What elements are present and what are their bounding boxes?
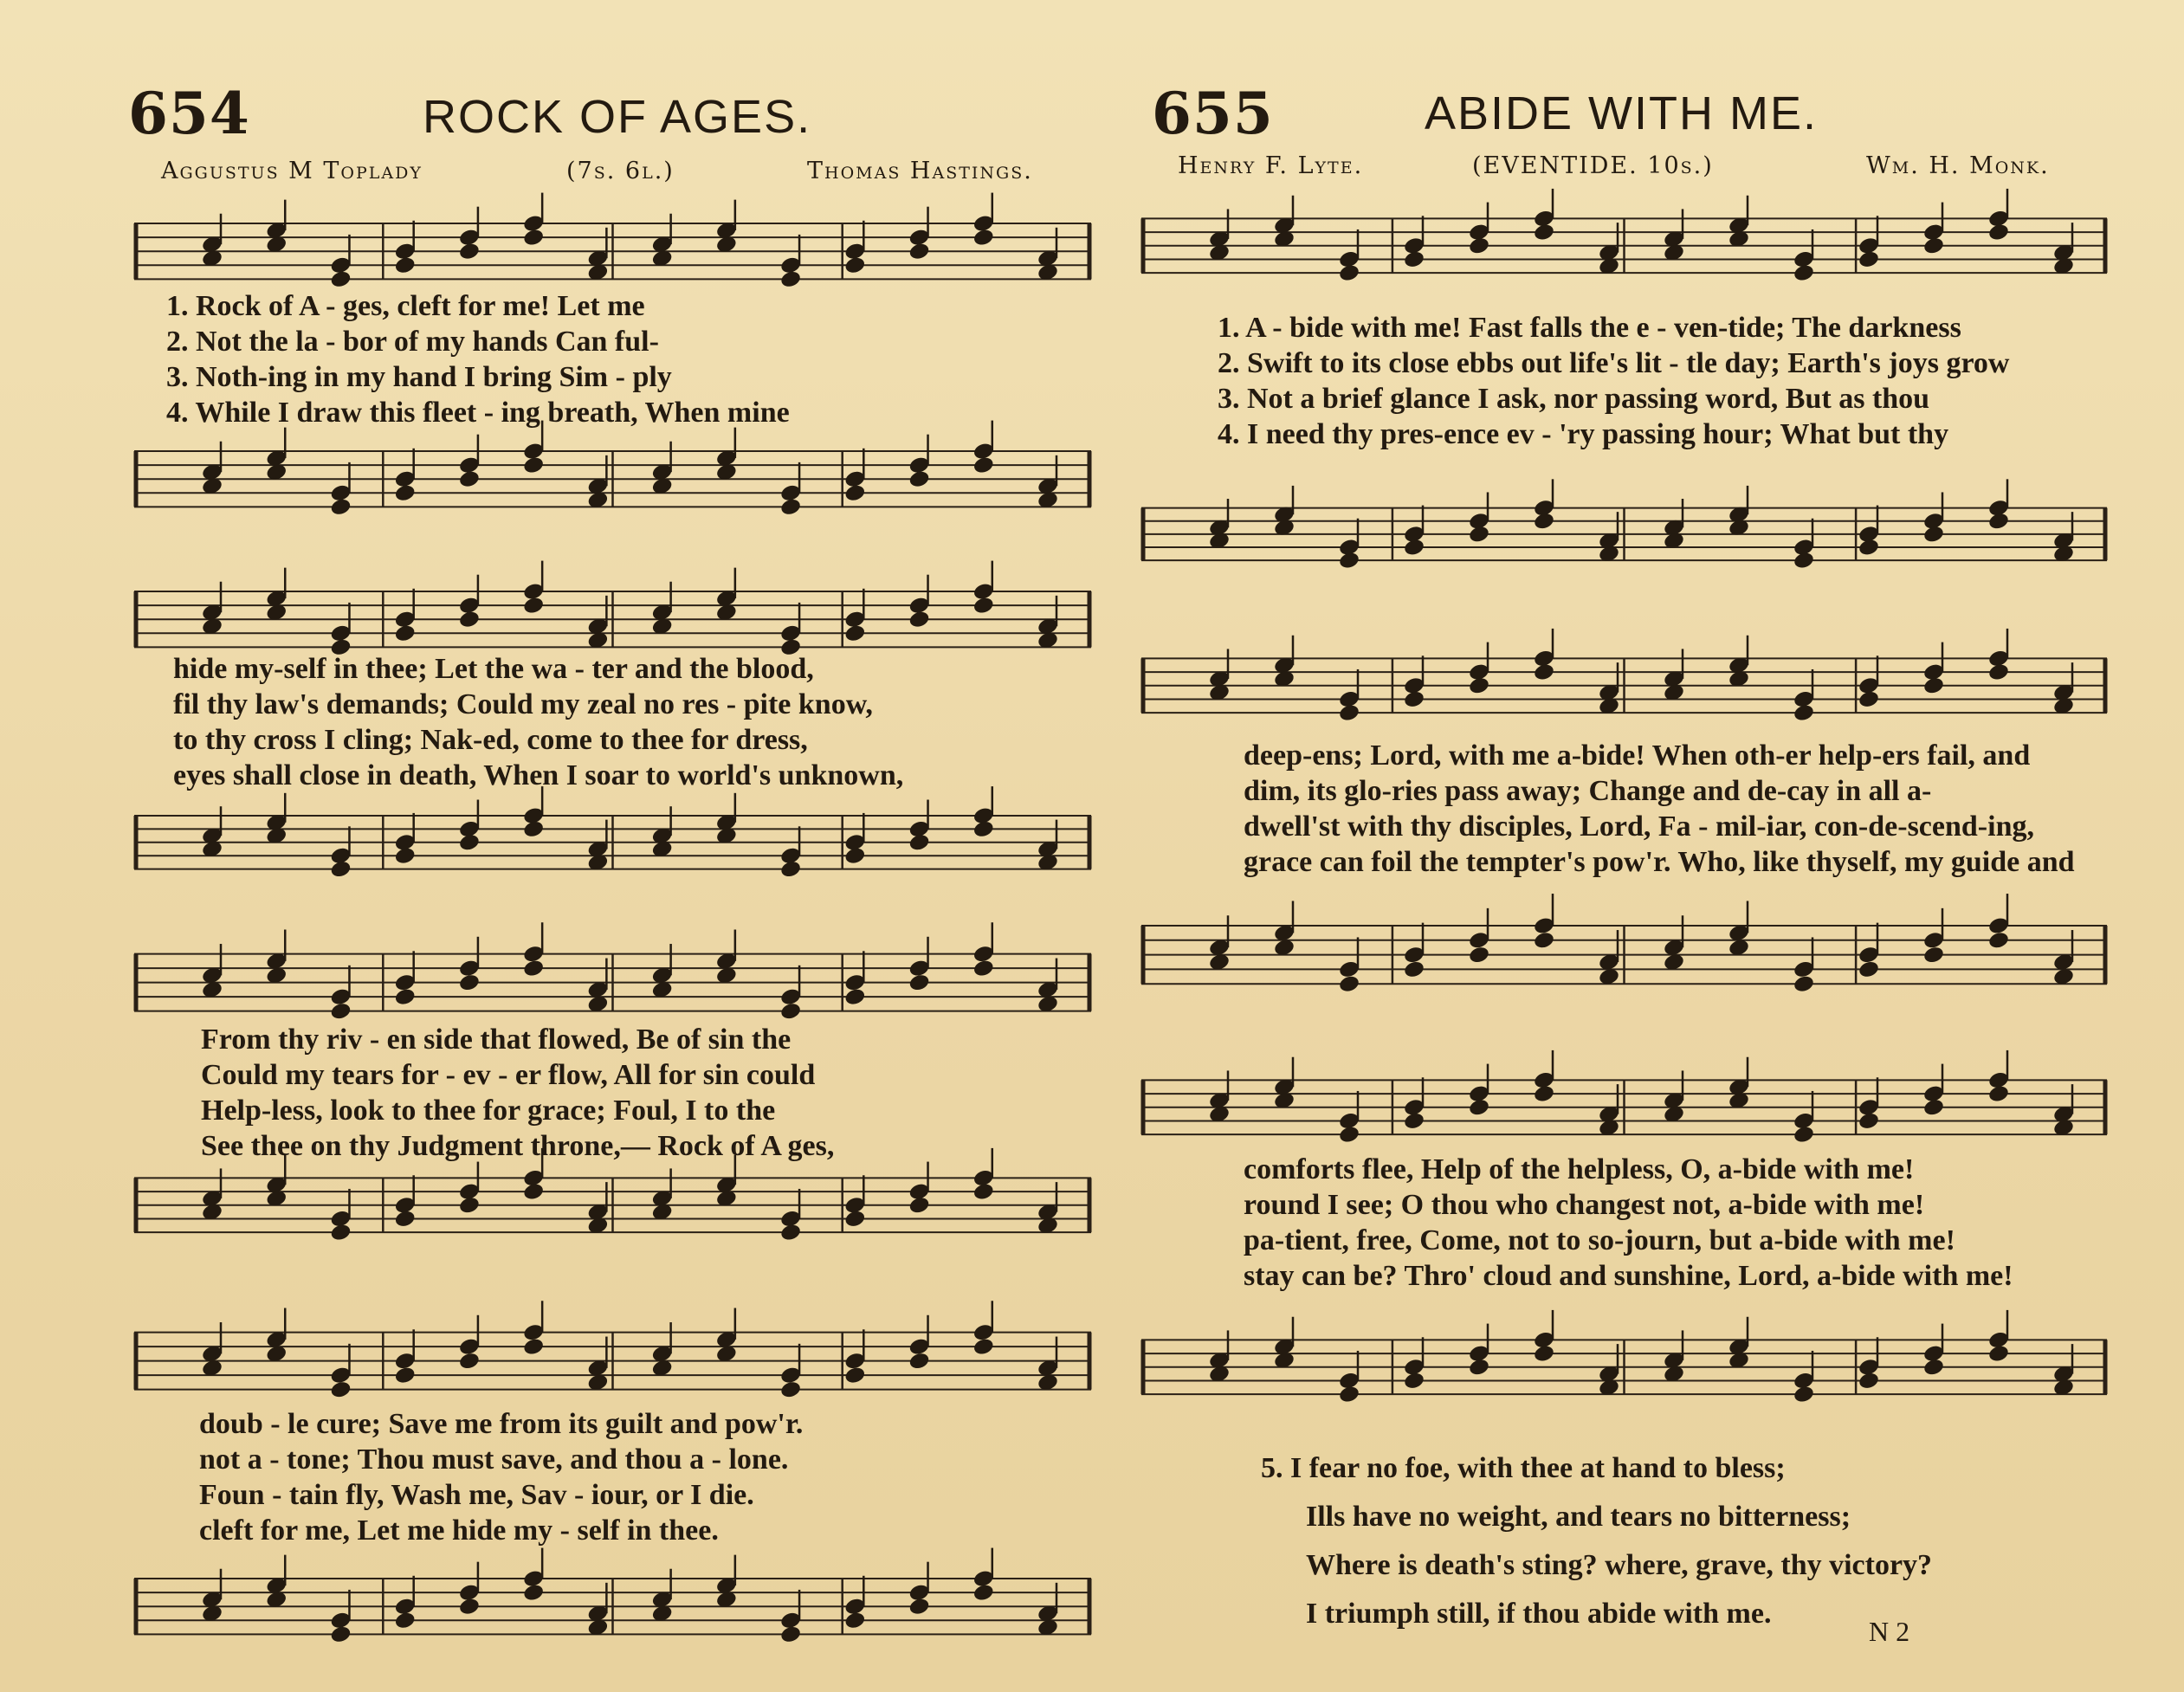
note-head bbox=[394, 483, 417, 503]
note-head bbox=[394, 987, 417, 1007]
note-head bbox=[1793, 263, 1815, 283]
hymn-654-author: Aggustus M Toplady bbox=[161, 158, 423, 184]
hymn-655-author: Henry F. Lyte. bbox=[1178, 152, 1364, 179]
hymn-654-composer: Thomas Hastings. bbox=[807, 158, 1033, 184]
note-head bbox=[394, 846, 417, 866]
note-head bbox=[1403, 1111, 1425, 1131]
note-head bbox=[972, 1182, 995, 1202]
note-head bbox=[972, 596, 995, 616]
hymn-654-bass-staff bbox=[134, 797, 1091, 892]
lyric-line: to thy cross I cling; Nak-ed, come to thee for dress, bbox=[173, 724, 808, 756]
note-head bbox=[1533, 1084, 1555, 1104]
note-head bbox=[972, 228, 995, 248]
note-head bbox=[843, 1209, 866, 1229]
lyric-line: 4. While I draw this fleet - ing breath, When mine bbox=[166, 397, 790, 429]
note-head bbox=[458, 833, 481, 853]
note-head bbox=[1922, 236, 1945, 255]
lyric-line: Help-less, look to thee for grace; Foul, I to the bbox=[201, 1095, 776, 1127]
note-head bbox=[394, 1611, 417, 1631]
note-head bbox=[522, 455, 545, 475]
note-head bbox=[908, 1597, 930, 1617]
note-head bbox=[1403, 538, 1425, 558]
hymn-655-stanza-5 bbox=[1261, 1444, 1932, 1638]
hymn-654-bass-staff bbox=[134, 1559, 1091, 1658]
hymn-654-title: ROCK OF AGES. bbox=[423, 91, 812, 143]
lyric-line: hide my-self in thee; Let the wa - ter and the blood, bbox=[173, 653, 814, 685]
hymn-654-system-1-lyrics bbox=[166, 288, 790, 430]
lyric-line: stay can be? Thro' cloud and sunshine, Lord, a-bide with me! bbox=[1244, 1260, 2013, 1292]
lyric-line: deep-ens; Lord, with me a-bide! When oth-er help-ers fail, and bbox=[1244, 739, 2031, 772]
lyric-line: round I see; O thou who changest not, a-bide with me! bbox=[1244, 1189, 1925, 1221]
note-head bbox=[908, 242, 930, 262]
hymn-654-system-3-lyrics bbox=[201, 1022, 834, 1164]
lyric-line: 4. I need thy pres-ence ev - 'ry passing hour; What but thy bbox=[1218, 418, 1949, 450]
note-head bbox=[1468, 945, 1490, 965]
hymn-654-meter: (7s. 6l.) bbox=[566, 158, 675, 184]
note-head bbox=[972, 819, 995, 839]
note-head bbox=[972, 1583, 995, 1603]
note-head bbox=[1793, 551, 1815, 571]
note-head bbox=[1403, 1371, 1425, 1391]
lyric-line: Could my tears for - ev - er flow, All for sin could bbox=[201, 1059, 816, 1091]
note-head bbox=[394, 1209, 417, 1229]
note-head bbox=[843, 623, 866, 643]
hymn-654-bass-staff bbox=[134, 431, 1091, 531]
lyric-line: cleft for me, Let me hide my - self in thee. bbox=[199, 1514, 719, 1547]
note-head bbox=[522, 819, 545, 839]
note-head bbox=[522, 1182, 545, 1202]
note-head bbox=[458, 972, 481, 992]
note-head bbox=[1858, 538, 1880, 558]
lyric-line: 2. Swift to its close ebbs out life's lit - tle day; Earth's joys grow bbox=[1218, 347, 2010, 379]
lyric-line: comforts flee, Help of the helpless, O, a-bide with me! bbox=[1244, 1153, 1915, 1185]
lyric-line: dwell'st with thy disciples, Lord, Fa - mil-iar, con-de-scend-ing, bbox=[1244, 810, 2034, 843]
note-head bbox=[1793, 1385, 1815, 1405]
note-head bbox=[972, 959, 995, 978]
note-head bbox=[522, 596, 545, 616]
stanza-line: Ills have no weight, and tears no bitterness; bbox=[1306, 1501, 1851, 1533]
lyric-line: not a - tone; Thou must save, and thou a - lone. bbox=[199, 1443, 789, 1476]
note-head bbox=[779, 859, 802, 879]
hymn-655-bass-staff bbox=[1141, 1321, 2107, 1418]
lyric-line: 3. Not a brief glance I ask, nor passing word, But as thou bbox=[1218, 383, 1930, 415]
hymn-654-treble-staff bbox=[134, 933, 1091, 1036]
note-head bbox=[1987, 931, 2010, 951]
hymn-655-system-2-lyrics bbox=[1244, 738, 2075, 880]
lyric-line: dim, its glo-ries pass away; Change and de-cay in all a- bbox=[1244, 775, 1932, 807]
note-head bbox=[1793, 1125, 1815, 1145]
note-head bbox=[1338, 703, 1360, 723]
note-head bbox=[458, 1597, 481, 1617]
note-head bbox=[1858, 249, 1880, 269]
note-head bbox=[1403, 959, 1425, 979]
note-head bbox=[1533, 931, 1555, 951]
note-head bbox=[1533, 662, 1555, 682]
note-head bbox=[1338, 263, 1360, 283]
note-head bbox=[522, 959, 545, 978]
note-head bbox=[908, 610, 930, 630]
note-head bbox=[1858, 689, 1880, 709]
note-head bbox=[779, 269, 802, 289]
note-head bbox=[1338, 974, 1360, 994]
stanza-line: I triumph still, if thou abide with me. bbox=[1306, 1598, 1772, 1630]
hymn-655-treble-staff bbox=[1141, 639, 2107, 736]
hymn-655-treble-staff bbox=[1141, 199, 2107, 296]
note-head bbox=[458, 242, 481, 262]
lyric-line: fil thy law's demands; Could my zeal no res - pite know, bbox=[173, 688, 873, 720]
note-head bbox=[1468, 525, 1490, 545]
note-head bbox=[843, 483, 866, 503]
stanza-line: Where is death's sting? where, grave, thy victory? bbox=[1306, 1549, 1933, 1581]
note-head bbox=[329, 1379, 352, 1399]
note-head bbox=[1338, 551, 1360, 571]
hymn-654-treble-staff bbox=[134, 1312, 1091, 1414]
note-head bbox=[329, 1223, 352, 1243]
note-head bbox=[1858, 1371, 1880, 1391]
note-head bbox=[908, 833, 930, 853]
hymn-654-bass-staff bbox=[134, 1159, 1091, 1256]
hymn-655-composer: Wm. H. Monk. bbox=[1866, 152, 2050, 179]
note-head bbox=[779, 1223, 802, 1243]
note-head bbox=[522, 1337, 545, 1357]
note-head bbox=[329, 859, 352, 879]
note-head bbox=[972, 1337, 995, 1357]
lyric-line: From thy riv - en side that flowed, Be of sin the bbox=[201, 1024, 792, 1056]
hymn-655-title: ABIDE WITH ME. bbox=[1425, 87, 1819, 139]
note-head bbox=[908, 469, 930, 489]
note-head bbox=[458, 610, 481, 630]
lyric-line: 1. A - bide with me! Fast falls the e - ven-tide; The darkness bbox=[1218, 312, 1961, 344]
note-head bbox=[1858, 959, 1880, 979]
hymn-655-treble-staff bbox=[1141, 1061, 2107, 1158]
note-head bbox=[1987, 1084, 2010, 1104]
note-head bbox=[1922, 1357, 1945, 1377]
note-head bbox=[843, 1611, 866, 1631]
lyric-line: 3. Noth-ing in my hand I bring Sim - ply bbox=[166, 361, 672, 393]
note-head bbox=[329, 497, 352, 517]
note-head bbox=[1533, 223, 1555, 242]
note-head bbox=[1922, 1097, 1945, 1117]
note-head bbox=[458, 1351, 481, 1371]
note-head bbox=[779, 1379, 802, 1399]
note-head bbox=[394, 623, 417, 643]
note-head bbox=[908, 972, 930, 992]
stanza-line: 5. I fear no foe, with thee at hand to bless; bbox=[1261, 1452, 1786, 1484]
lyric-line: eyes shall close in death, When I soar to world's unknown, bbox=[173, 759, 904, 791]
lyric-line: Foun - tain fly, Wash me, Sav - iour, or I die. bbox=[199, 1479, 754, 1511]
printer-signature-mark: N 2 bbox=[1869, 1616, 1910, 1647]
hymn-655-meter: (EVENTIDE. 10s.) bbox=[1472, 152, 1714, 179]
note-head bbox=[843, 846, 866, 866]
lyric-line: 1. Rock of A - ges, cleft for me! Let me bbox=[166, 290, 645, 322]
note-head bbox=[843, 1366, 866, 1385]
note-head bbox=[1987, 662, 2010, 682]
note-head bbox=[1468, 1357, 1490, 1377]
hymn-655-system-1-lyrics bbox=[1218, 310, 2009, 452]
lyric-line: pa-tient, free, Come, not to so-journ, but a-bide with me! bbox=[1244, 1224, 1955, 1256]
note-head bbox=[1922, 675, 1945, 695]
hymn-655-bass-staff bbox=[1141, 905, 2107, 1009]
note-head bbox=[522, 228, 545, 248]
note-head bbox=[1922, 945, 1945, 965]
note-head bbox=[1987, 223, 2010, 242]
note-head bbox=[329, 1001, 352, 1021]
note-head bbox=[1338, 1385, 1360, 1405]
hymn-655-bass-staff bbox=[1141, 489, 2107, 583]
note-head bbox=[522, 1583, 545, 1603]
note-head bbox=[329, 1624, 352, 1644]
note-head bbox=[1922, 525, 1945, 545]
hymn-655-number: 655 bbox=[1152, 80, 1274, 147]
note-head bbox=[1468, 236, 1490, 255]
note-head bbox=[1403, 249, 1425, 269]
hymn-655-system-3-lyrics bbox=[1244, 1152, 2013, 1294]
note-head bbox=[779, 1624, 802, 1644]
lyric-line: See thee on thy Judgment throne,— Rock of A ges, bbox=[201, 1130, 835, 1162]
note-head bbox=[394, 255, 417, 275]
note-head bbox=[1793, 974, 1815, 994]
note-head bbox=[1987, 1344, 2010, 1364]
note-head bbox=[908, 1351, 930, 1371]
note-head bbox=[1793, 703, 1815, 723]
note-head bbox=[843, 987, 866, 1007]
note-head bbox=[1468, 675, 1490, 695]
note-head bbox=[843, 255, 866, 275]
lyric-line: 2. Not the la - bor of my hands Can ful- bbox=[166, 326, 659, 358]
note-head bbox=[1468, 1097, 1490, 1117]
hymn-654-number: 654 bbox=[128, 80, 250, 147]
note-head bbox=[394, 1366, 417, 1385]
note-head bbox=[779, 1001, 802, 1021]
note-head bbox=[329, 269, 352, 289]
lyric-line: doub - le cure; Save me from its guilt and pow'r. bbox=[199, 1408, 804, 1440]
note-head bbox=[1403, 689, 1425, 709]
note-head bbox=[972, 455, 995, 475]
hymn-654-system-2-lyrics bbox=[173, 651, 903, 793]
note-head bbox=[1858, 1111, 1880, 1131]
note-head bbox=[908, 1195, 930, 1215]
note-head bbox=[458, 469, 481, 489]
note-head bbox=[779, 497, 802, 517]
note-head bbox=[1533, 511, 1555, 531]
hymn-654-system-4-lyrics bbox=[199, 1406, 803, 1548]
note-head bbox=[1533, 1344, 1555, 1364]
lyric-line: grace can foil the tempter's pow'r. Who, like thyself, my guide and bbox=[1244, 846, 2075, 878]
note-head bbox=[458, 1195, 481, 1215]
note-head bbox=[1338, 1125, 1360, 1145]
note-head bbox=[1987, 511, 2010, 531]
